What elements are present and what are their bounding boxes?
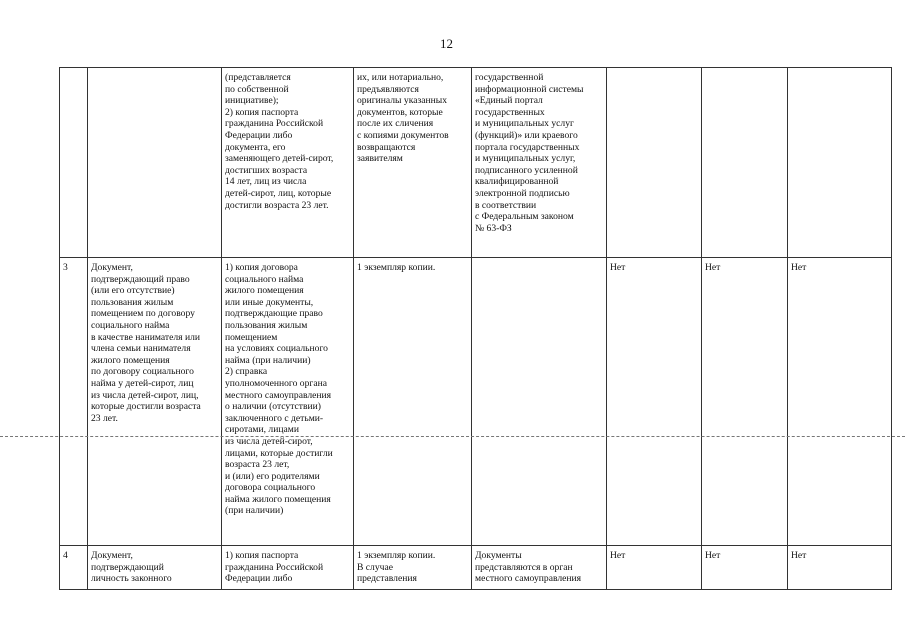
column-6: Нет	[607, 546, 702, 590]
submission-method: Документы представляются в орган местного самоуправления	[472, 546, 607, 590]
document-copy: 1) копия паспорта гражданина Российской Федерации либо	[222, 546, 354, 590]
document-name	[88, 68, 222, 258]
table-row	[60, 68, 892, 258]
document-name: Документ, подтверждающий право (или его отсутствие) пользования жилым помещением по договору социального найма в качестве нанимателя или члена семьи нанимателя жилого помещения по договору социального найма у детей-сирот, лиц из числа детей-сирот, лиц, которые достигли возраста 23 лет.	[88, 258, 222, 546]
column-8	[788, 68, 892, 258]
page-number: 12	[440, 36, 453, 51]
copy-count: их, или нотариально, предъявляются оригиналы указанных документов, которые после их сличения с копиями документов возвращаются заявителям	[354, 68, 472, 258]
document-name: Документ, подтверждающий личность законного	[88, 546, 222, 590]
column-7: Нет	[702, 546, 788, 590]
document-copy: (представляется по собственной инициативе); 2) копия паспорта гражданина Российской Федерации либо документа, его заменяющего детей-сирот, достигших возраста 14 лет, лиц из числа детей-сирот, лиц, которые достигли возраста 23 лет.	[222, 68, 354, 258]
column-8: Нет	[788, 258, 892, 546]
column-6: Нет	[607, 258, 702, 546]
copy-count: 1 экземпляр копии.	[354, 258, 472, 546]
row-number: 3	[60, 258, 88, 546]
page-break-line	[0, 436, 905, 437]
row-number: 4	[60, 546, 88, 590]
column-7: Нет	[702, 258, 788, 546]
table-row	[60, 546, 892, 590]
column-8: Нет	[788, 546, 892, 590]
column-7	[702, 68, 788, 258]
document-copy: 1) копия договора социального найма жилого помещения или иные документы, подтверждающие право пользования жилым помещением на условиях социального найма (при наличии) 2) справка уполномоченного органа местного самоуправления о наличии (отсутствии) заключенного с детьми- сиротами, лицами из числа детей-сирот, лицами, которые достигли возраста 23 лет, и (или) его родителями договора социального найма жилого помещения (при наличии)	[222, 258, 354, 546]
row-number	[60, 68, 88, 258]
submission-method: государственной информационной системы «Единый портал государственных и муниципальных услуг (функций)» или краевого портала государственных и муниципальных услуг, подписанного усиленной квалифицированной электронной подписью в соответствии с Федеральным законом № 63-ФЗ	[472, 68, 607, 258]
copy-count: 1 экземпляр копии. В случае представления	[354, 546, 472, 590]
documents-table	[59, 67, 892, 590]
column-6	[607, 68, 702, 258]
table-row	[60, 258, 892, 546]
submission-method	[472, 258, 607, 546]
